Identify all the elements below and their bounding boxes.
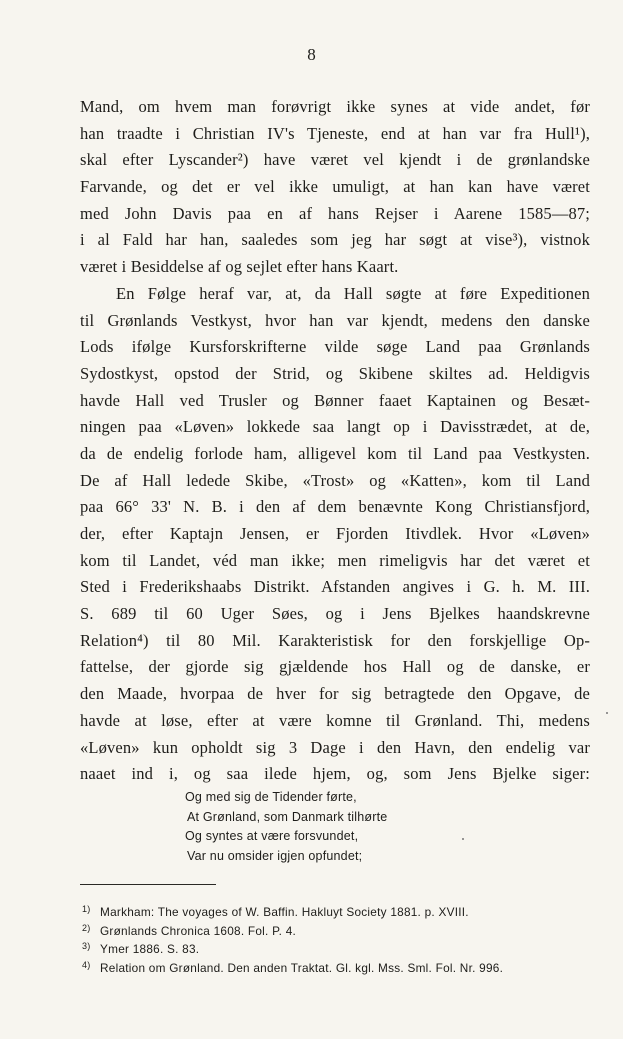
body-line: kom til Landet, véd man ikke; men rimeligvis har det været et [80, 550, 590, 570]
body-line: da de endelig forlode ham, alligevel kom til Land paa Vestkysten. [80, 443, 590, 463]
body-text [80, 94, 590, 788]
body-line: naaet ind i, og saa ilede hjem, og, som Jens Bjelke siger: [80, 764, 590, 784]
body-line: Farvande, og det er vel ikke umuligt, at han kan have været [80, 177, 590, 197]
verse-quotation [185, 788, 387, 866]
verse-line: At Grønland, som Danmark tilhørte [187, 809, 388, 824]
body-line: Sted i Frederikshaabs Distrikt. Afstanden angives i G. h. M. III. [80, 577, 590, 597]
footnote-3 [82, 937, 592, 956]
body-line: ningen paa «Løven» lokkede saa langt op i Davisstrædet, at de, [80, 417, 590, 437]
body-line: Sydostkyst, opstod der Strid, og Skibene skiltes ad. Heldigvis [80, 363, 590, 383]
footnote-text: Grønlands Chronica 1608. Fol. P. 4. [100, 923, 297, 938]
paper-speck [606, 712, 608, 714]
footnote-marker: 2) [82, 922, 91, 933]
body-line: i al Fald har han, saaledes som jeg har søgt at vise³), vistnok [80, 230, 590, 250]
body-line: S. 689 til 60 Uger Søes, og i Jens Bjelkes haandskrevne [80, 604, 590, 624]
body-line: havde at løse, efter at være komne til Grønland. Thi, medens [80, 710, 590, 730]
footnote-text: Ymer 1886. S. 83. [100, 942, 200, 957]
page-number: 8 [307, 45, 316, 64]
body-line: De af Hall ledede Skibe, «Trost» og «Katten», kom til Land [80, 470, 590, 490]
footnote-divider [80, 884, 216, 885]
footnote-1 [82, 900, 592, 919]
body-line: Relation⁴) til 80 Mil. Karakteristisk for den forskjellige Op- [80, 630, 590, 650]
footnote-marker: 4) [82, 960, 91, 971]
verse-line: Og syntes at være forsvundet, [185, 829, 359, 843]
footnote-4 [82, 956, 592, 975]
body-line: skal efter Lyscander²) have været vel kjendt i de grønlandske [80, 150, 590, 170]
footnote-marker: 3) [82, 941, 91, 952]
verse-line: Og med sig de Tidender førte, [185, 790, 357, 804]
body-line: der, efter Kaptajn Jensen, er Fjorden Itivdlek. Hvor «Løven» [80, 524, 590, 543]
paper-speck [462, 838, 464, 840]
body-line: «Løven» kun opholdt sig 3 Dage i den Havn, den endelig var [80, 737, 590, 757]
body-line: med John Davis paa en af hans Rejser i Aarene 1585—87; [80, 203, 590, 223]
body-line: Mand, om hvem man forøvrigt ikke synes at vide andet, før [80, 97, 590, 116]
body-line: til Grønlands Vestkyst, hvor han var kjendt, medens den danske [80, 310, 590, 330]
footnotes [82, 900, 592, 975]
footnote-2 [82, 919, 592, 938]
body-line: havde Hall ved Trusler og Bønner faaet Kaptainen og Besæt- [80, 390, 590, 410]
body-line: været i Besiddelse af og sejlet efter hans Kaart. [80, 257, 399, 277]
body-line: paa 66° 33' N. B. i den af dem benævnte Kong Christiansfjord, [80, 497, 590, 517]
footnote-marker: 1) [82, 904, 91, 914]
body-line: fattelse, der gjorde sig gjældende hos Hall og de danske, er [80, 657, 590, 677]
footnote-text: Markham: The voyages of W. Baffin. Hakluyt Society 1881. p. XVIII. [100, 905, 469, 919]
body-line: den Maade, hvorpaa de hver for sig betragtede den Opgave, de [80, 684, 590, 704]
body-line: Lods ifølge Kursforskrifterne vilde søge Land paa Grønlands [80, 337, 590, 357]
footnote-text: Relation om Grønland. Den anden Traktat. Gl. kgl. Mss. Sml. Fol. Nr. 996. [100, 961, 504, 976]
body-line: En Følge heraf var, at, da Hall søgte at føre Expeditionen [116, 283, 590, 303]
body-line: han traadte i Christian IV's Tjeneste, end at han var fra Hull¹), [80, 123, 590, 143]
verse-line: Var nu omsider igjen opfundet; [187, 848, 363, 863]
